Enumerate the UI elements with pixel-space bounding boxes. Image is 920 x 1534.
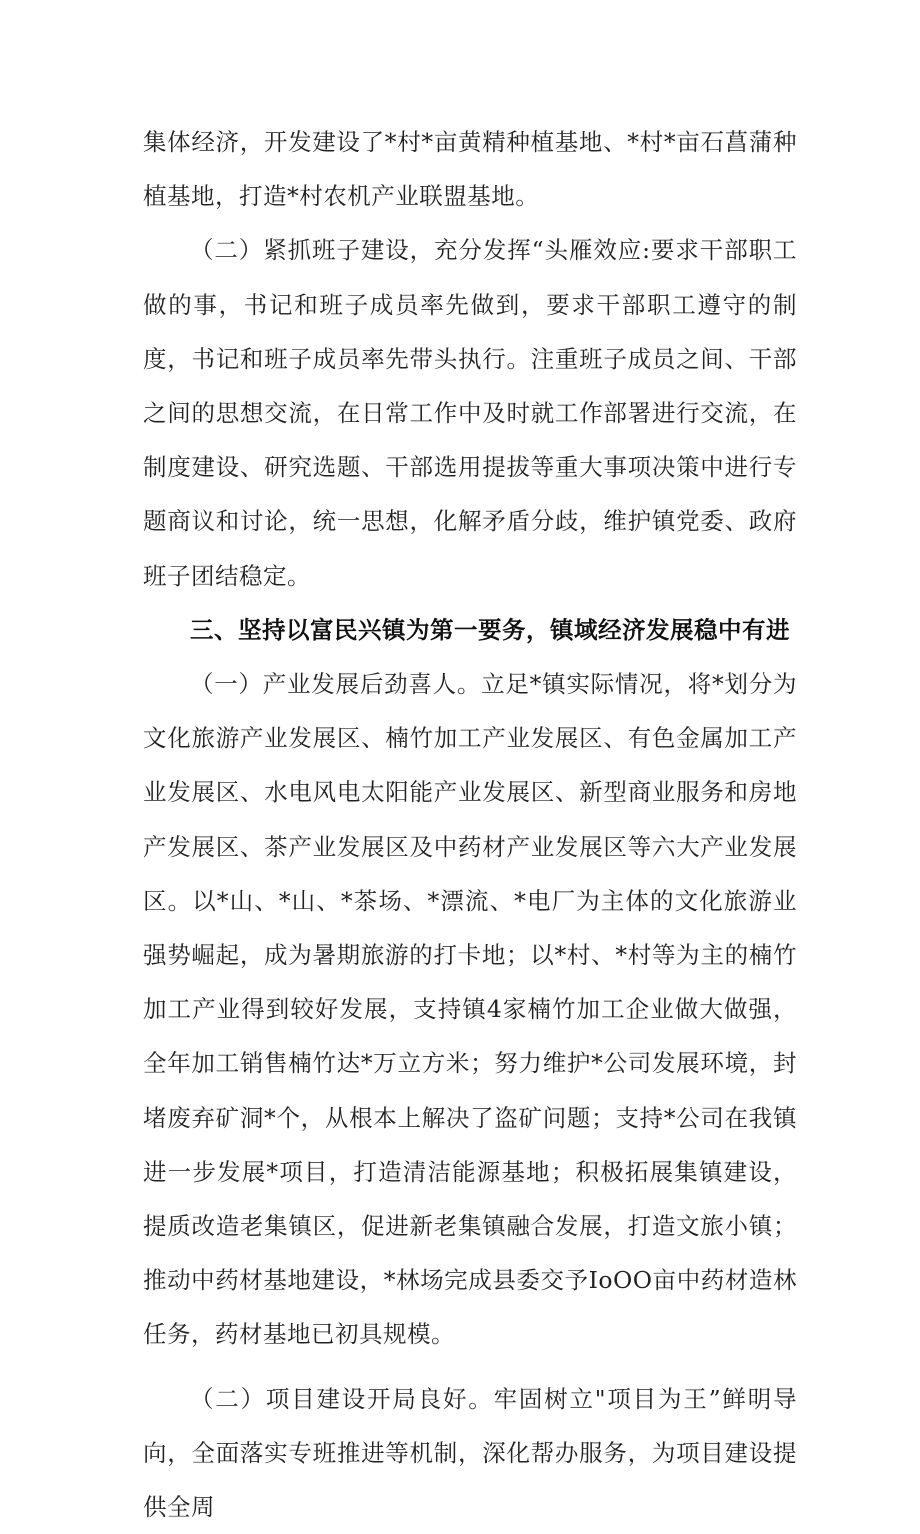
paragraph-project-construction: （二）项目建设开局良好。牢固树立"项目为王”鲜明导向，全面落实专班推进等机制，深化帮办服务，为项目建设提供全周 (143, 1384, 797, 1522)
paragraph-spacer (143, 1362, 797, 1372)
section-heading-three: 三、坚持以富民兴镇为第一要务，镇域经济发展稳中有进 (190, 615, 790, 644)
paragraph-industry-development: （一）产业发展后劲喜人。立足*镇实际情况，将*划分为文化旅游产业发展区、楠竹加工产业发展区、有色金属加工产业发展区、水电风电太阳能产业发展区、新型商业服务和房地产发展区、茶产业发展区及中药材产业发展区等六大产业发展区。以*山、*山、*茶场、*漂流、*电厂为主体的文化旅游业强势崛起，成为暑期旅游的打卡地；以*村、*村等为主的楠竹加工产业得到较好发展，支持镇4家楠竹加工企业做大做强，全年加工销售楠竹达*万立方米；努力维护*公司发展环境，封堵废弃矿洞*个，从根本上解决了盗矿问题；支持*公司在我镇进一步发展*项目，打造清洁能源基地；积极拓展集镇建设，提质改造老集镇区，促进新老集镇融合发展，打造文旅小镇；推动中药材基地建设，*林场完成县委交予IoOO亩中药材造林任务，药材基地已初具规模。 (143, 670, 797, 1349)
paragraph-collective-economy: 集体经济，开发建设了*村*亩黄精种植基地、*村*亩石菖蒲种植基地，打造*村农机产业联盟基地。 (143, 128, 797, 211)
paragraph-team-building: （二）紧抓班子建设，充分发挥“头雁效应:要求干部职工做的事，书记和班子成员率先做到，要求干部职工遵守的制度，书记和班子成员率先带头执行。注重班子成员之间、干部之间的思想交流，在日常工作中及时就工作部署进行交流，在制度建设、研究选题、干部选用提拔等重大事项决策中进行专题商议和讨论，统一思想，化解矛盾分歧，维护镇党委、政府班子团结稳定。 (143, 236, 797, 590)
document-body (143, 115, 797, 1534)
